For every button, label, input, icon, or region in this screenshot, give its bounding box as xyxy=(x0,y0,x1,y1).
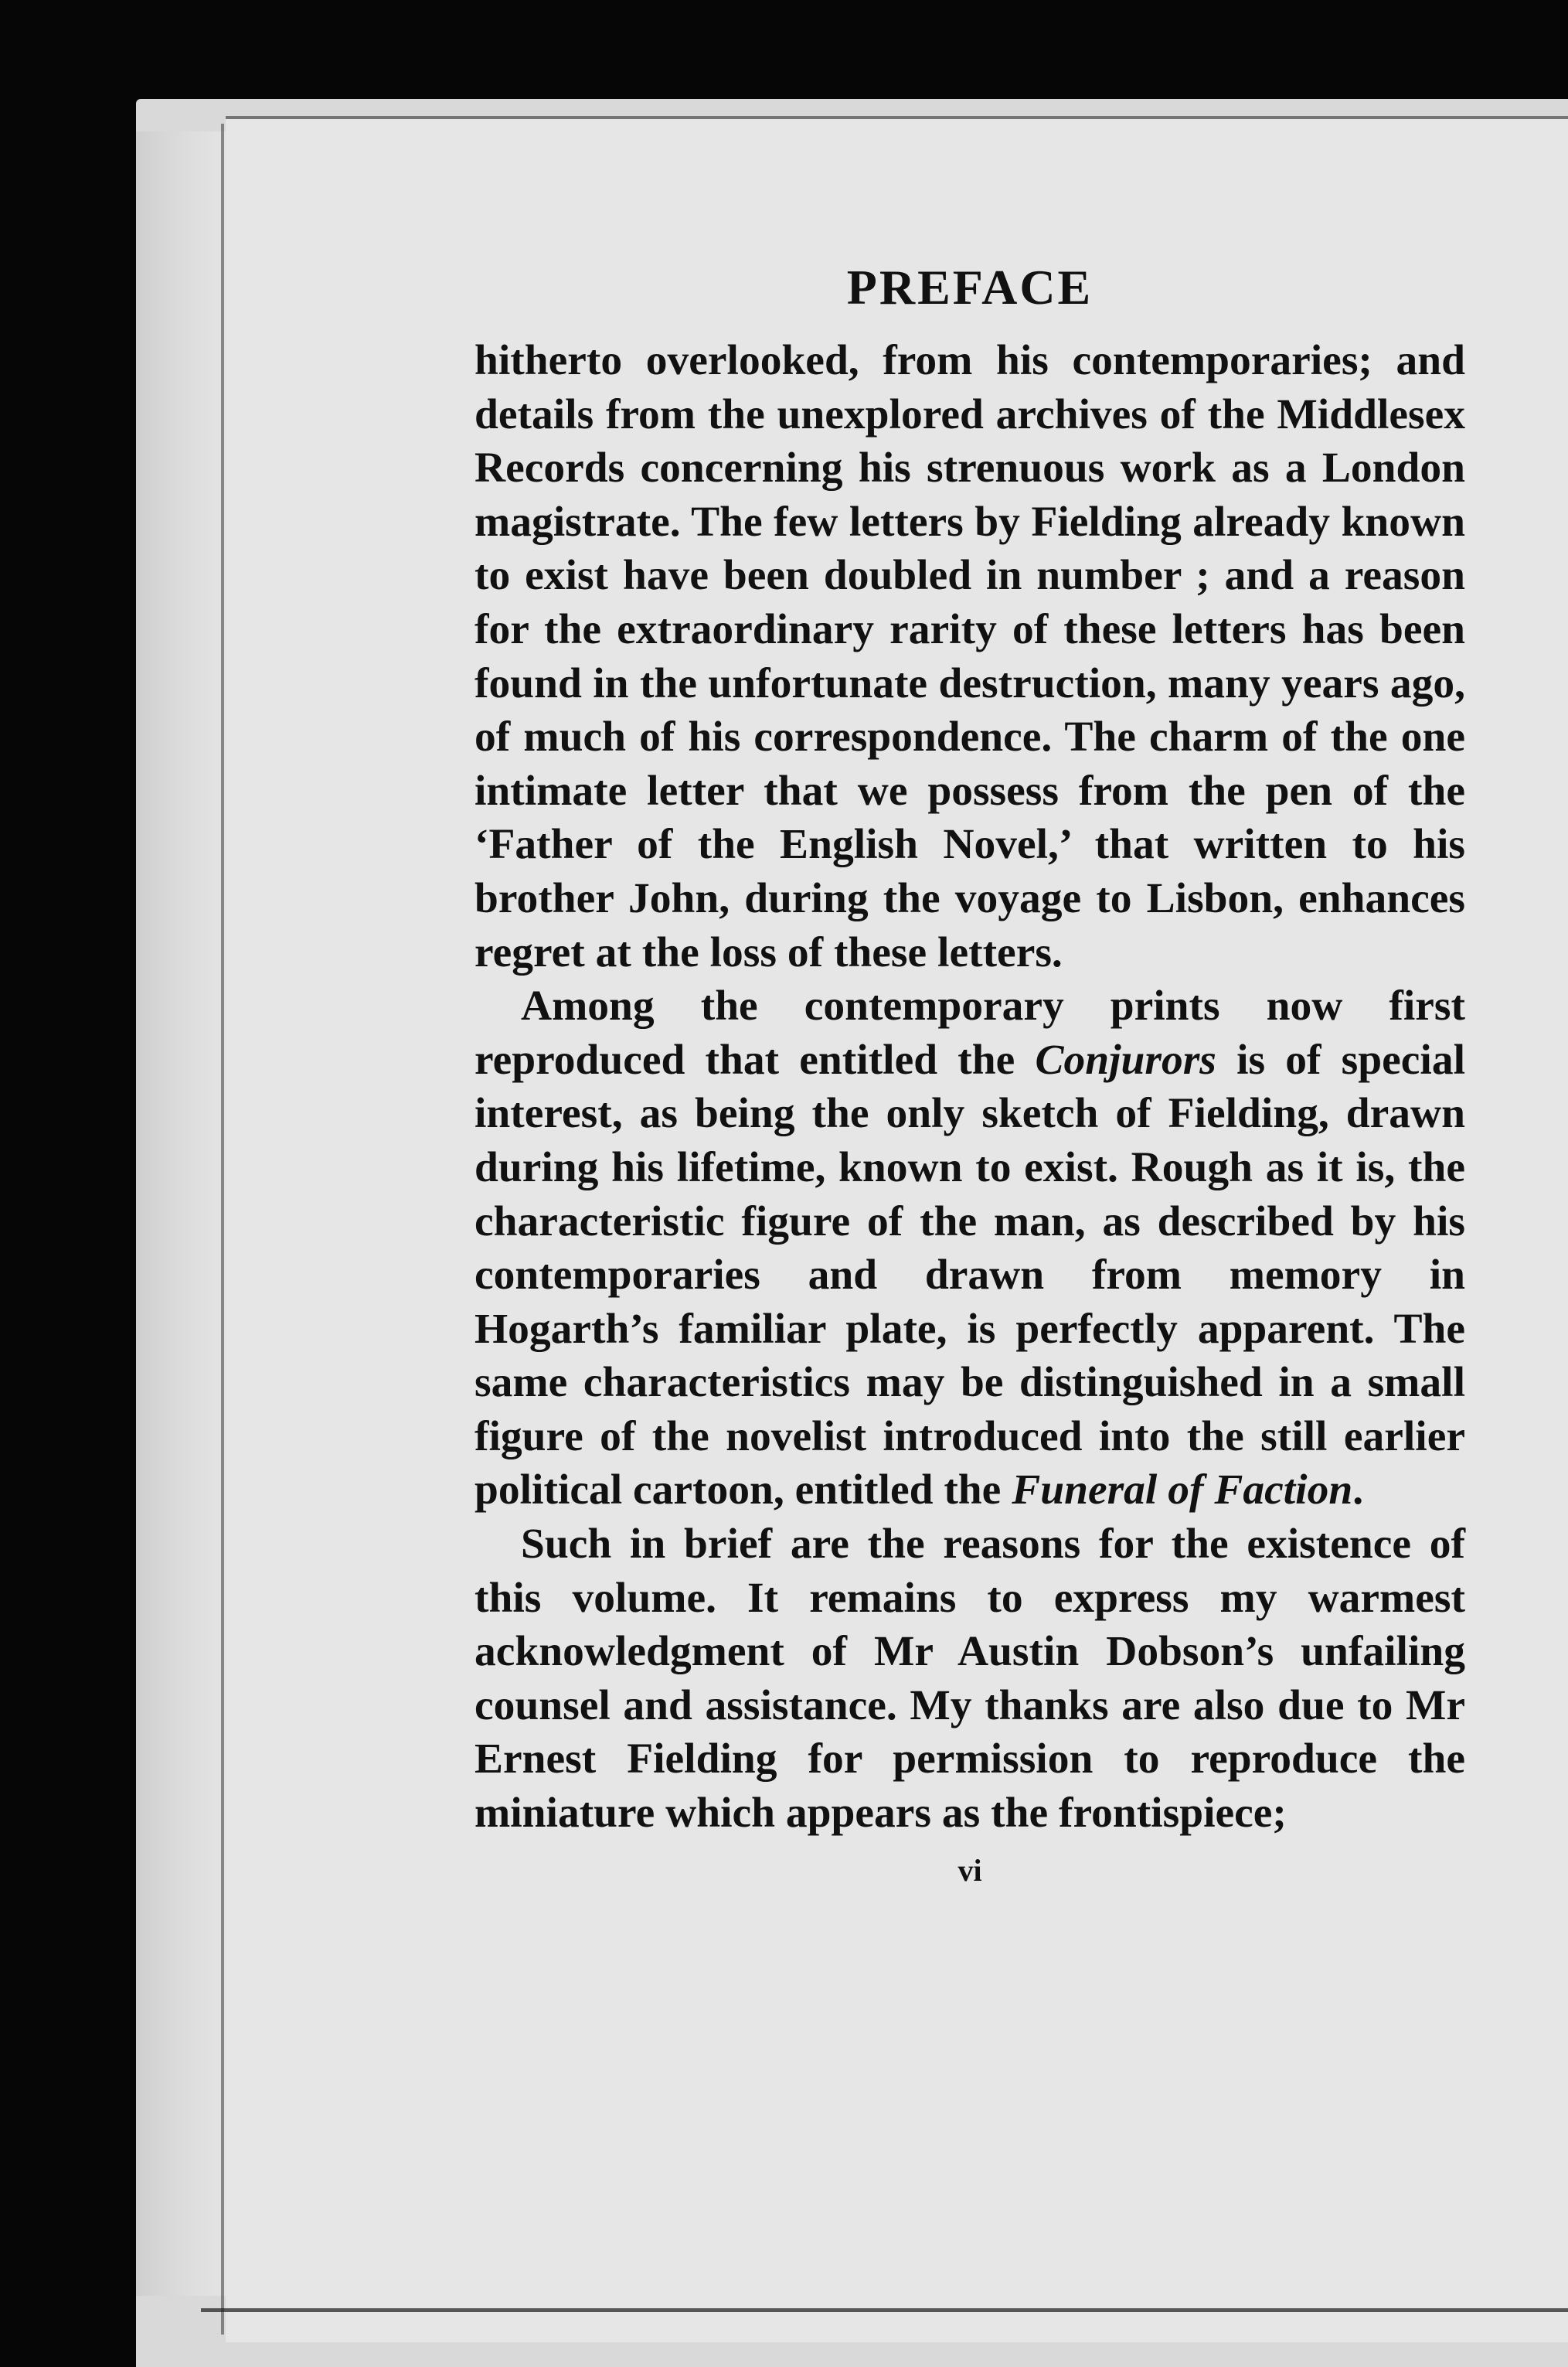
paragraph xyxy=(474,979,1465,1517)
page-heading: PREFACE xyxy=(846,260,1094,315)
text-run: Such in brief are the reasons for the existence of this volume. It remains to express my warmest acknowledgment of Mr Austin Dobson’s unfailing counsel and assistance. My thanks are also due to Mr Ernest Fielding for permission to reproduce the miniature which appears as the frontispiece; xyxy=(474,1521,1465,1837)
text-run: . xyxy=(1352,1466,1364,1514)
italic-title: Funeral of Faction xyxy=(1012,1466,1353,1514)
page-content xyxy=(474,255,1465,1890)
body-text xyxy=(474,334,1465,1841)
text-run: is of special interest, as being the only sketch of Fielding, drawn during his lifetime, known to exist. Rough as it is, the characteristic figure of the man, as described by his contemporaries and drawn from memory in Hogarth’s familiar plate, is perfectly apparent. The same characteristics may be distinguished in a small figure of the novelist introduced into the still earlier political cartoon, entitled the xyxy=(474,1036,1465,1514)
page-fold-line xyxy=(221,124,224,2335)
italic-title: Conjurors xyxy=(1035,1036,1216,1084)
page-bottom-edge xyxy=(201,2308,1568,2312)
page-gutter xyxy=(136,131,229,2296)
text-run: hitherto overlooked, from his contemporaries; and details from the unexplored archives of the Middlesex Records concerning his strenuous work as a London magistrate. The few letters by Fielding already known to exist have been doubled in number ; and a reason for the extraordinary rarity of these letters has been found in the unfortunate destruction, many years ago, of much of his correspondence. The charm of the one intimate letter that we possess from the pen of the ‘Father of the English Novel,’ that written to his brother John, during the voyage to Lisbon, enhances regret at the loss of these letters. xyxy=(474,337,1465,976)
page-top-edge xyxy=(226,116,1568,119)
page-number: vi xyxy=(957,1852,982,1888)
paragraph xyxy=(474,334,1465,979)
text-run: Among the contemporary prints now first reproduced that entitled the xyxy=(474,983,1465,1084)
paragraph xyxy=(474,1517,1465,1841)
